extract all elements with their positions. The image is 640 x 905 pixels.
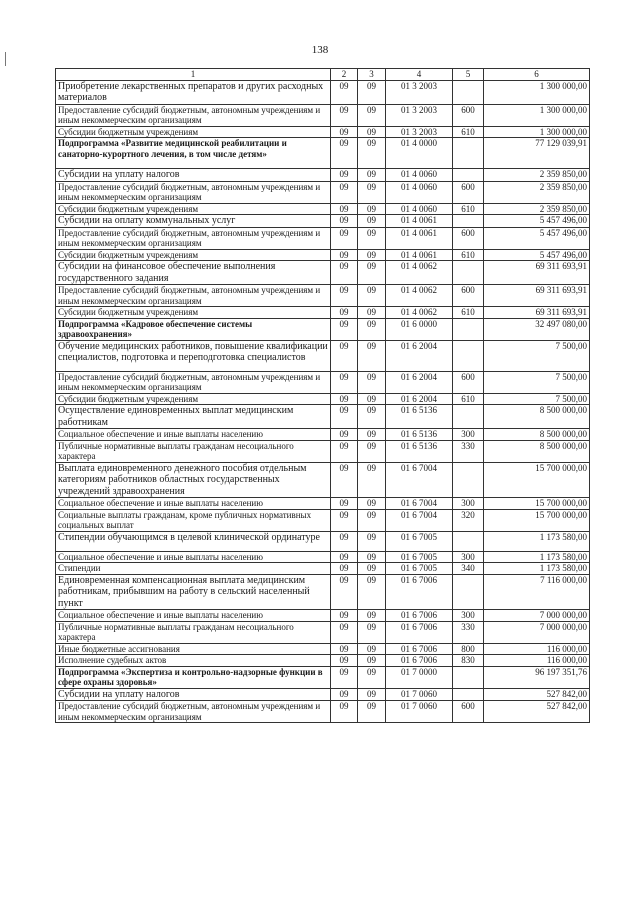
row-target-code: 01 4 0061 bbox=[386, 249, 453, 261]
row-description: Обучение медицинских работников, повышение квалификации специалистов, подготовка и переподготовка специалистов bbox=[56, 340, 331, 371]
row-subsection: 09 bbox=[358, 509, 386, 531]
table-row bbox=[56, 261, 590, 285]
row-subsection: 09 bbox=[358, 551, 386, 563]
row-section: 09 bbox=[331, 80, 358, 104]
row-description: Социальное обеспечение и иные выплаты населению bbox=[56, 610, 331, 622]
row-target-code: 01 4 0062 bbox=[386, 307, 453, 319]
row-target-code: 01 6 5136 bbox=[386, 440, 453, 462]
row-amount: 7 000 000,00 bbox=[484, 621, 590, 643]
row-target-code: 01 6 2004 bbox=[386, 371, 453, 393]
row-amount: 77 129 039,91 bbox=[484, 138, 590, 169]
row-target-code: 01 6 2004 bbox=[386, 393, 453, 405]
row-expense-type: 600 bbox=[453, 285, 484, 307]
row-subsection: 09 bbox=[358, 574, 386, 610]
table-row bbox=[56, 701, 590, 723]
row-amount: 32 497 080,00 bbox=[484, 318, 590, 340]
row-target-code: 01 6 5136 bbox=[386, 429, 453, 441]
row-amount: 527 842,00 bbox=[484, 688, 590, 701]
row-expense-type: 600 bbox=[453, 181, 484, 203]
row-subsection: 09 bbox=[358, 307, 386, 319]
row-amount: 1 173 580,00 bbox=[484, 551, 590, 563]
row-description: Социальное обеспечение и иные выплаты населению bbox=[56, 551, 331, 563]
table-row bbox=[56, 126, 590, 138]
row-amount: 5 457 496,00 bbox=[484, 249, 590, 261]
table-row bbox=[56, 215, 590, 228]
row-section: 09 bbox=[331, 621, 358, 643]
row-target-code: 01 4 0060 bbox=[386, 169, 453, 182]
row-target-code: 01 6 7006 bbox=[386, 610, 453, 622]
row-description: Субсидии на оплату коммунальных услуг bbox=[56, 215, 331, 228]
header-col-3: 3 bbox=[358, 69, 386, 81]
table-row bbox=[56, 80, 590, 104]
row-section: 09 bbox=[331, 655, 358, 667]
row-description: Субсидии бюджетным учреждениям bbox=[56, 393, 331, 405]
row-description: Подпрограмма «Развитие медицинской реабилитации и санаторно-курортного лечения, в том числе детям» bbox=[56, 138, 331, 169]
row-description: Субсидии на уплату налогов bbox=[56, 688, 331, 701]
row-amount: 7 116 000,00 bbox=[484, 574, 590, 610]
row-subsection: 09 bbox=[358, 181, 386, 203]
row-amount: 7 000 000,00 bbox=[484, 610, 590, 622]
row-amount: 1 173 580,00 bbox=[484, 563, 590, 575]
row-subsection: 09 bbox=[358, 440, 386, 462]
table-row bbox=[56, 371, 590, 393]
row-amount: 5 457 496,00 bbox=[484, 227, 590, 249]
row-target-code: 01 6 7005 bbox=[386, 531, 453, 551]
table-row bbox=[56, 574, 590, 610]
row-target-code: 01 4 0061 bbox=[386, 227, 453, 249]
row-section: 09 bbox=[331, 509, 358, 531]
row-section: 09 bbox=[331, 181, 358, 203]
row-subsection: 09 bbox=[358, 318, 386, 340]
row-expense-type bbox=[453, 138, 484, 169]
row-section: 09 bbox=[331, 574, 358, 610]
row-subsection: 09 bbox=[358, 405, 386, 429]
row-section: 09 bbox=[331, 227, 358, 249]
row-expense-type: 800 bbox=[453, 643, 484, 655]
row-section: 09 bbox=[331, 138, 358, 169]
row-expense-type: 610 bbox=[453, 249, 484, 261]
table-row bbox=[56, 531, 590, 551]
row-amount: 8 500 000,00 bbox=[484, 440, 590, 462]
row-section: 09 bbox=[331, 429, 358, 441]
table-row bbox=[56, 440, 590, 462]
row-subsection: 09 bbox=[358, 429, 386, 441]
row-amount: 1 173 580,00 bbox=[484, 531, 590, 551]
row-expense-type: 320 bbox=[453, 509, 484, 531]
row-description: Подпрограмма «Экспертиза и контрольно-надзорные функции в сфере охраны здоровья» bbox=[56, 666, 331, 688]
row-section: 09 bbox=[331, 261, 358, 285]
row-subsection: 09 bbox=[358, 462, 386, 498]
table-row bbox=[56, 688, 590, 701]
table-row bbox=[56, 405, 590, 429]
row-amount: 69 311 693,91 bbox=[484, 307, 590, 319]
table-row bbox=[56, 655, 590, 667]
row-section: 09 bbox=[331, 701, 358, 723]
row-expense-type: 830 bbox=[453, 655, 484, 667]
row-target-code: 01 3 2003 bbox=[386, 126, 453, 138]
table-header bbox=[56, 69, 590, 81]
row-subsection: 09 bbox=[358, 169, 386, 182]
header-col-2: 2 bbox=[331, 69, 358, 81]
row-subsection: 09 bbox=[358, 249, 386, 261]
row-section: 09 bbox=[331, 643, 358, 655]
table-row bbox=[56, 621, 590, 643]
row-description: Осуществление единовременных выплат медицинским работникам bbox=[56, 405, 331, 429]
row-amount: 2 359 850,00 bbox=[484, 169, 590, 182]
row-description: Предоставление субсидий бюджетным, автономным учреждениям и иным некоммерческим организациям bbox=[56, 371, 331, 393]
table-row bbox=[56, 509, 590, 531]
row-target-code: 01 3 2003 bbox=[386, 104, 453, 126]
row-section: 09 bbox=[331, 688, 358, 701]
row-target-code: 01 6 7006 bbox=[386, 655, 453, 667]
row-description: Публичные нормативные выплаты гражданам несоциального характера bbox=[56, 440, 331, 462]
row-expense-type: 300 bbox=[453, 498, 484, 510]
row-expense-type: 300 bbox=[453, 429, 484, 441]
row-description: Стипендии обучающимся в целевой клинической ординатуре bbox=[56, 531, 331, 551]
row-description: Субсидии бюджетным учреждениям bbox=[56, 203, 331, 215]
table-row bbox=[56, 285, 590, 307]
table-row bbox=[56, 429, 590, 441]
row-subsection: 09 bbox=[358, 666, 386, 688]
table-row bbox=[56, 666, 590, 688]
row-amount: 7 500,00 bbox=[484, 340, 590, 371]
row-amount: 7 500,00 bbox=[484, 393, 590, 405]
row-description: Субсидии на финансовое обеспечение выполнения государственного задания bbox=[56, 261, 331, 285]
row-target-code: 01 6 7005 bbox=[386, 563, 453, 575]
row-expense-type bbox=[453, 574, 484, 610]
table-row bbox=[56, 307, 590, 319]
row-description: Предоставление субсидий бюджетным, автономным учреждениям и иным некоммерческим организациям bbox=[56, 104, 331, 126]
row-section: 09 bbox=[331, 215, 358, 228]
row-target-code: 01 6 7004 bbox=[386, 509, 453, 531]
row-expense-type: 600 bbox=[453, 371, 484, 393]
row-description: Предоставление субсидий бюджетным, автономным учреждениям и иным некоммерческим организациям bbox=[56, 701, 331, 723]
row-section: 09 bbox=[331, 371, 358, 393]
header-col-5: 5 bbox=[453, 69, 484, 81]
row-description: Субсидии бюджетным учреждениям bbox=[56, 126, 331, 138]
row-target-code: 01 6 7005 bbox=[386, 551, 453, 563]
row-amount: 2 359 850,00 bbox=[484, 203, 590, 215]
row-amount: 7 500,00 bbox=[484, 371, 590, 393]
row-subsection: 09 bbox=[358, 621, 386, 643]
row-expense-type bbox=[453, 405, 484, 429]
row-target-code: 01 4 0060 bbox=[386, 203, 453, 215]
row-section: 09 bbox=[331, 666, 358, 688]
row-subsection: 09 bbox=[358, 261, 386, 285]
row-amount: 1 300 000,00 bbox=[484, 80, 590, 104]
row-amount: 96 197 351,76 bbox=[484, 666, 590, 688]
margin-mark bbox=[5, 52, 6, 66]
row-amount: 116 000,00 bbox=[484, 643, 590, 655]
row-amount: 116 000,00 bbox=[484, 655, 590, 667]
row-subsection: 09 bbox=[358, 688, 386, 701]
row-subsection: 09 bbox=[358, 393, 386, 405]
row-target-code: 01 6 7004 bbox=[386, 462, 453, 498]
row-description: Социальные выплаты гражданам, кроме публичных нормативных социальных выплат bbox=[56, 509, 331, 531]
row-subsection: 09 bbox=[358, 531, 386, 551]
row-description: Публичные нормативные выплаты гражданам несоциального характера bbox=[56, 621, 331, 643]
row-amount: 5 457 496,00 bbox=[484, 215, 590, 228]
row-description: Стипендии bbox=[56, 563, 331, 575]
row-target-code: 01 4 0060 bbox=[386, 181, 453, 203]
table-row bbox=[56, 181, 590, 203]
row-description: Предоставление субсидий бюджетным, автономным учреждениям и иным некоммерческим организациям bbox=[56, 285, 331, 307]
row-description: Выплата единовременного денежного пособия отдельным категориям работников областных государственных учреждений здравоохранения bbox=[56, 462, 331, 498]
row-section: 09 bbox=[331, 318, 358, 340]
row-target-code: 01 6 5136 bbox=[386, 405, 453, 429]
row-subsection: 09 bbox=[358, 610, 386, 622]
row-subsection: 09 bbox=[358, 285, 386, 307]
row-target-code: 01 6 2004 bbox=[386, 340, 453, 371]
row-section: 09 bbox=[331, 610, 358, 622]
row-description: Субсидии бюджетным учреждениям bbox=[56, 307, 331, 319]
row-section: 09 bbox=[331, 307, 358, 319]
row-target-code: 01 6 7004 bbox=[386, 498, 453, 510]
row-description: Подпрограмма «Кадровое обеспечение системы здравоохранения» bbox=[56, 318, 331, 340]
table-row bbox=[56, 551, 590, 563]
table-row bbox=[56, 462, 590, 498]
row-expense-type bbox=[453, 340, 484, 371]
row-target-code: 01 7 0060 bbox=[386, 688, 453, 701]
row-subsection: 09 bbox=[358, 563, 386, 575]
row-section: 09 bbox=[331, 203, 358, 215]
row-target-code: 01 7 0000 bbox=[386, 666, 453, 688]
table-row bbox=[56, 643, 590, 655]
row-target-code: 01 4 0000 bbox=[386, 138, 453, 169]
row-subsection: 09 bbox=[358, 80, 386, 104]
row-expense-type: 600 bbox=[453, 104, 484, 126]
row-target-code: 01 6 7006 bbox=[386, 621, 453, 643]
table-row bbox=[56, 563, 590, 575]
row-section: 09 bbox=[331, 405, 358, 429]
row-subsection: 09 bbox=[358, 655, 386, 667]
row-description: Субсидии на уплату налогов bbox=[56, 169, 331, 182]
row-description: Приобретение лекарственных препаратов и других расходных материалов bbox=[56, 80, 331, 104]
row-description: Субсидии бюджетным учреждениям bbox=[56, 249, 331, 261]
row-expense-type: 300 bbox=[453, 610, 484, 622]
table-row bbox=[56, 104, 590, 126]
row-amount: 2 359 850,00 bbox=[484, 181, 590, 203]
row-subsection: 09 bbox=[358, 371, 386, 393]
row-expense-type: 600 bbox=[453, 701, 484, 723]
row-target-code: 01 6 7006 bbox=[386, 574, 453, 610]
table-row bbox=[56, 203, 590, 215]
header-col-6: 6 bbox=[484, 69, 590, 81]
budget-table bbox=[55, 68, 590, 723]
row-expense-type bbox=[453, 80, 484, 104]
row-expense-type: 610 bbox=[453, 393, 484, 405]
row-amount: 1 300 000,00 bbox=[484, 126, 590, 138]
row-amount: 8 500 000,00 bbox=[484, 405, 590, 429]
page-number: 138 bbox=[311, 44, 329, 56]
row-expense-type bbox=[453, 261, 484, 285]
row-expense-type: 330 bbox=[453, 440, 484, 462]
row-subsection: 09 bbox=[358, 215, 386, 228]
row-subsection: 09 bbox=[358, 104, 386, 126]
row-subsection: 09 bbox=[358, 203, 386, 215]
row-section: 09 bbox=[331, 393, 358, 405]
row-expense-type bbox=[453, 169, 484, 182]
row-amount: 8 500 000,00 bbox=[484, 429, 590, 441]
row-subsection: 09 bbox=[358, 643, 386, 655]
row-expense-type: 610 bbox=[453, 126, 484, 138]
header-col-4: 4 bbox=[386, 69, 453, 81]
table-row bbox=[56, 610, 590, 622]
row-target-code: 01 7 0060 bbox=[386, 701, 453, 723]
row-section: 09 bbox=[331, 285, 358, 307]
row-section: 09 bbox=[331, 462, 358, 498]
row-section: 09 bbox=[331, 563, 358, 575]
row-expense-type: 300 bbox=[453, 551, 484, 563]
table-row bbox=[56, 318, 590, 340]
table-row bbox=[56, 169, 590, 182]
row-description: Социальное обеспечение и иные выплаты населению bbox=[56, 498, 331, 510]
row-amount: 1 300 000,00 bbox=[484, 104, 590, 126]
row-description: Иные бюджетные ассигнования bbox=[56, 643, 331, 655]
row-section: 09 bbox=[331, 440, 358, 462]
row-subsection: 09 bbox=[358, 126, 386, 138]
table-row bbox=[56, 138, 590, 169]
table-row bbox=[56, 340, 590, 371]
row-section: 09 bbox=[331, 126, 358, 138]
table-body bbox=[56, 80, 590, 723]
row-expense-type: 600 bbox=[453, 227, 484, 249]
row-section: 09 bbox=[331, 340, 358, 371]
row-expense-type bbox=[453, 215, 484, 228]
row-amount: 15 700 000,00 bbox=[484, 498, 590, 510]
row-target-code: 01 3 2003 bbox=[386, 80, 453, 104]
row-subsection: 09 bbox=[358, 138, 386, 169]
row-section: 09 bbox=[331, 104, 358, 126]
row-target-code: 01 6 7006 bbox=[386, 643, 453, 655]
row-amount: 15 700 000,00 bbox=[484, 509, 590, 531]
budget-table-container bbox=[55, 68, 589, 723]
row-description: Предоставление субсидий бюджетным, автономным учреждениям и иным некоммерческим организациям bbox=[56, 227, 331, 249]
row-target-code: 01 6 0000 bbox=[386, 318, 453, 340]
row-amount: 15 700 000,00 bbox=[484, 462, 590, 498]
row-subsection: 09 bbox=[358, 227, 386, 249]
header-col-1: 1 bbox=[56, 69, 331, 81]
row-section: 09 bbox=[331, 498, 358, 510]
row-amount: 527 842,00 bbox=[484, 701, 590, 723]
row-expense-type: 610 bbox=[453, 203, 484, 215]
row-expense-type bbox=[453, 462, 484, 498]
table-row bbox=[56, 249, 590, 261]
row-expense-type bbox=[453, 531, 484, 551]
row-section: 09 bbox=[331, 551, 358, 563]
row-subsection: 09 bbox=[358, 498, 386, 510]
row-subsection: 09 bbox=[358, 701, 386, 723]
row-target-code: 01 4 0061 bbox=[386, 215, 453, 228]
row-description: Единовременная компенсационная выплата медицинским работникам, прибывшим на работу в сельский населенный пункт bbox=[56, 574, 331, 610]
row-description: Предоставление субсидий бюджетным, автономным учреждениям и иным некоммерческим организациям bbox=[56, 181, 331, 203]
table-row bbox=[56, 227, 590, 249]
row-description: Социальное обеспечение и иные выплаты населению bbox=[56, 429, 331, 441]
row-description: Исполнение судебных актов bbox=[56, 655, 331, 667]
row-target-code: 01 4 0062 bbox=[386, 285, 453, 307]
row-expense-type bbox=[453, 666, 484, 688]
row-expense-type: 330 bbox=[453, 621, 484, 643]
row-target-code: 01 4 0062 bbox=[386, 261, 453, 285]
row-expense-type bbox=[453, 688, 484, 701]
row-expense-type: 610 bbox=[453, 307, 484, 319]
row-amount: 69 311 693,91 bbox=[484, 261, 590, 285]
row-amount: 69 311 693,91 bbox=[484, 285, 590, 307]
row-section: 09 bbox=[331, 249, 358, 261]
row-expense-type: 340 bbox=[453, 563, 484, 575]
table-row bbox=[56, 393, 590, 405]
row-section: 09 bbox=[331, 169, 358, 182]
table-row bbox=[56, 498, 590, 510]
row-expense-type bbox=[453, 318, 484, 340]
row-subsection: 09 bbox=[358, 340, 386, 371]
row-section: 09 bbox=[331, 531, 358, 551]
